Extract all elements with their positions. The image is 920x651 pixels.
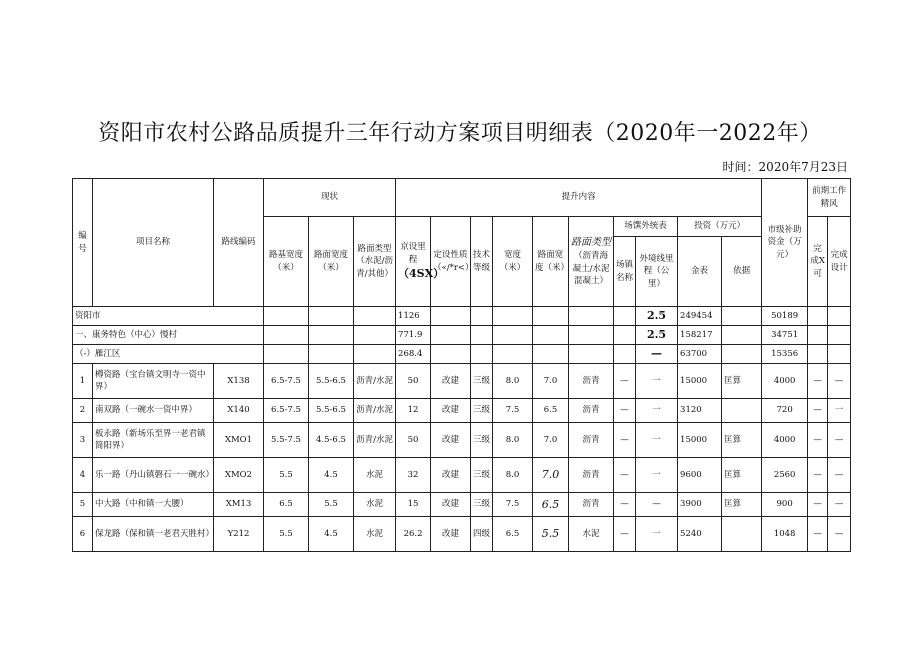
empty-cell bbox=[493, 326, 533, 345]
empty-cell bbox=[309, 326, 354, 345]
row-code: X140 bbox=[214, 399, 264, 423]
empty-cell bbox=[808, 345, 828, 364]
summary-subsidy: 15356 bbox=[762, 345, 808, 364]
summary-outer: — bbox=[636, 345, 678, 364]
row-town: — bbox=[614, 364, 636, 399]
empty-cell bbox=[493, 307, 533, 326]
header-roadbed-width: 路基宽度（米） bbox=[264, 217, 309, 307]
row-pavement: 4.5 bbox=[309, 517, 354, 552]
row-code: XM13 bbox=[214, 493, 264, 517]
data-rows bbox=[73, 364, 851, 552]
row-outer: 一 bbox=[636, 364, 678, 399]
empty-cell bbox=[471, 345, 493, 364]
row-subsidy: 1048 bbox=[762, 517, 808, 552]
summary-subsidy: 50189 bbox=[762, 307, 808, 326]
empty-cell bbox=[828, 326, 851, 345]
row-basis: 匡算 bbox=[722, 364, 762, 399]
row-mileage: 15 bbox=[396, 493, 431, 517]
row-width: 7.5 bbox=[493, 399, 533, 423]
row-newtype: 沥青 bbox=[569, 364, 614, 399]
row-roadbed: 5.5 bbox=[264, 458, 309, 493]
imp-pavement-type-b: （沥青海凝土/水泥混凝土） bbox=[572, 251, 610, 286]
header-code: 路线编码 bbox=[214, 179, 264, 307]
header-basis: 依据 bbox=[722, 237, 762, 307]
row-grade: 三级 bbox=[471, 423, 493, 458]
row-no: 5 bbox=[73, 493, 93, 517]
row-nature: 改建 bbox=[431, 493, 471, 517]
empty-cell bbox=[309, 345, 354, 364]
empty-cell bbox=[431, 326, 471, 345]
row-outer: 一 bbox=[636, 399, 678, 423]
row-newtype: 水泥 bbox=[569, 517, 614, 552]
row-amount: 15000 bbox=[678, 364, 722, 399]
row-name: 乐一路（丹山镇磐石一一碗水） bbox=[93, 458, 214, 493]
empty-cell bbox=[722, 345, 762, 364]
row-code: Y212 bbox=[214, 517, 264, 552]
row-roadbed: 5.5-7.5 bbox=[264, 423, 309, 458]
row-done-design: — bbox=[828, 458, 851, 493]
row-outer: — bbox=[636, 493, 678, 517]
header-done-x: 完成X可 bbox=[808, 217, 828, 307]
row-no: 1 bbox=[73, 364, 93, 399]
empty-cell bbox=[808, 326, 828, 345]
row-name: 樽资路（宝台镇文明寺一资中界） bbox=[93, 364, 214, 399]
summary-label: （-）雁江区 bbox=[73, 345, 264, 364]
row-name: 中大路（中和镇一大腰） bbox=[93, 493, 214, 517]
row-amount: 15000 bbox=[678, 423, 722, 458]
row-mileage: 12 bbox=[396, 399, 431, 423]
row-basis bbox=[722, 399, 762, 423]
row-pw: 6.5 bbox=[533, 493, 569, 517]
header-name: 项目名称 bbox=[93, 179, 214, 307]
empty-cell bbox=[264, 326, 309, 345]
row-grade: 四级 bbox=[471, 517, 493, 552]
row-roadbed: 6.5-7.5 bbox=[264, 399, 309, 423]
summary-label: 资阳市 bbox=[73, 307, 264, 326]
project-table bbox=[72, 178, 851, 552]
summary-mileage: 771.9 bbox=[396, 326, 431, 345]
row-outer: 一 bbox=[636, 458, 678, 493]
row-town: — bbox=[614, 423, 636, 458]
row-done-x: — bbox=[808, 517, 828, 552]
empty-cell bbox=[533, 307, 569, 326]
row-done-design: — bbox=[828, 493, 851, 517]
row-basis bbox=[722, 517, 762, 552]
header-subsidy: 市级补助资金（万元） bbox=[762, 179, 808, 307]
row-done-x: — bbox=[808, 399, 828, 423]
row-done-x: — bbox=[808, 493, 828, 517]
empty-cell bbox=[569, 326, 614, 345]
header-imp-pavement-type bbox=[569, 217, 614, 307]
row-grade: 三级 bbox=[471, 493, 493, 517]
row-done-x: — bbox=[808, 364, 828, 399]
header-imp-pavement-width: 路面宽度（米） bbox=[533, 217, 569, 307]
empty-cell bbox=[722, 307, 762, 326]
page-title: 资阳市农村公路品质提升三年行动方案项目明细表（2020年一2022年） bbox=[98, 121, 822, 146]
empty-cell bbox=[828, 307, 851, 326]
empty-cell bbox=[309, 307, 354, 326]
summary-amount: 63700 bbox=[678, 345, 722, 364]
summary-amount: 158217 bbox=[678, 326, 722, 345]
row-ptype: 水泥 bbox=[354, 458, 396, 493]
date-line: 时间：2020年7月23日 bbox=[722, 160, 848, 174]
empty-cell bbox=[354, 307, 396, 326]
empty-cell bbox=[614, 345, 636, 364]
row-outer: 一 bbox=[636, 517, 678, 552]
row-pw: 7.0 bbox=[533, 458, 569, 493]
header-scenic: 场馔外统表 bbox=[614, 217, 678, 237]
summary-label: 一、康务特色（中心）慢村 bbox=[73, 326, 264, 345]
row-town: — bbox=[614, 458, 636, 493]
table-row bbox=[73, 493, 851, 517]
row-code: X138 bbox=[214, 364, 264, 399]
row-width: 8.0 bbox=[493, 458, 533, 493]
header-no: 编号 bbox=[73, 179, 93, 307]
row-width: 8.0 bbox=[493, 423, 533, 458]
row-roadbed: 6.5 bbox=[264, 493, 309, 517]
row-amount: 3900 bbox=[678, 493, 722, 517]
row-newtype: 沥青 bbox=[569, 423, 614, 458]
row-code: XMO1 bbox=[214, 423, 264, 458]
row-subsidy: 900 bbox=[762, 493, 808, 517]
row-amount: 3120 bbox=[678, 399, 722, 423]
row-basis: 匡算 bbox=[722, 458, 762, 493]
row-subsidy: 4000 bbox=[762, 423, 808, 458]
empty-cell bbox=[614, 307, 636, 326]
header-prework: 前期工作精风 bbox=[808, 179, 851, 217]
row-mileage: 50 bbox=[396, 423, 431, 458]
row-roadbed: 5.5 bbox=[264, 517, 309, 552]
row-no: 4 bbox=[73, 458, 93, 493]
empty-cell bbox=[471, 307, 493, 326]
empty-cell bbox=[569, 307, 614, 326]
row-nature: 改建 bbox=[431, 423, 471, 458]
row-width: 6.5 bbox=[493, 517, 533, 552]
row-nature: 改建 bbox=[431, 399, 471, 423]
row-ptype: 沥青/水泥 bbox=[354, 364, 396, 399]
empty-cell bbox=[533, 326, 569, 345]
row-pw: 6.5 bbox=[533, 399, 569, 423]
header-current: 现状 bbox=[264, 179, 396, 217]
table-row bbox=[73, 458, 851, 493]
header-town-name: 场镇名称 bbox=[614, 237, 636, 307]
row-done-design: — bbox=[828, 517, 851, 552]
row-no: 6 bbox=[73, 517, 93, 552]
row-done-design: 一 bbox=[828, 399, 851, 423]
row-town: — bbox=[614, 493, 636, 517]
row-no: 2 bbox=[73, 399, 93, 423]
row-done-x: — bbox=[808, 458, 828, 493]
row-pavement: 4.5-6.5 bbox=[309, 423, 354, 458]
empty-cell bbox=[569, 345, 614, 364]
row-done-design: — bbox=[828, 364, 851, 399]
row-ptype: 沥青/水泥 bbox=[354, 399, 396, 423]
row-nature: 改建 bbox=[431, 458, 471, 493]
summary-rows bbox=[73, 307, 851, 364]
summary-outer: 2.5 bbox=[636, 326, 678, 345]
row-nature: 改建 bbox=[431, 364, 471, 399]
summary-row bbox=[73, 326, 851, 345]
empty-cell bbox=[471, 326, 493, 345]
row-grade: 三级 bbox=[471, 458, 493, 493]
row-name: 保龙路（保和镇一老君天胜村） bbox=[93, 517, 214, 552]
row-town: — bbox=[614, 399, 636, 423]
summary-subsidy: 34751 bbox=[762, 326, 808, 345]
row-width: 7.5 bbox=[493, 493, 533, 517]
row-basis: 匡算 bbox=[722, 423, 762, 458]
empty-cell bbox=[614, 326, 636, 345]
header-build-nature: 定设性质（«/*r<） bbox=[431, 217, 471, 307]
row-subsidy: 4000 bbox=[762, 364, 808, 399]
header-invest: 投资（万元） bbox=[678, 217, 762, 237]
empty-cell bbox=[264, 307, 309, 326]
row-ptype: 水泥 bbox=[354, 493, 396, 517]
row-pw: 7.0 bbox=[533, 364, 569, 399]
row-pavement: 4.5 bbox=[309, 458, 354, 493]
row-name: 板永路（新场乐至界一老君镇简阳界） bbox=[93, 423, 214, 458]
row-newtype: 沥青 bbox=[569, 399, 614, 423]
row-basis: 匡算 bbox=[722, 493, 762, 517]
row-pw: 5.5 bbox=[533, 517, 569, 552]
empty-cell bbox=[264, 345, 309, 364]
header-amount: 金表 bbox=[678, 237, 722, 307]
table-row bbox=[73, 517, 851, 552]
row-nature: 改建 bbox=[431, 517, 471, 552]
header-improve: 提升内容 bbox=[396, 179, 762, 217]
empty-cell bbox=[354, 326, 396, 345]
row-pavement: 5.5-6.5 bbox=[309, 399, 354, 423]
header-tech-grade: 技术等级 bbox=[471, 217, 493, 307]
empty-cell bbox=[493, 345, 533, 364]
row-done-x: — bbox=[808, 423, 828, 458]
summary-outer: 2.5 bbox=[636, 307, 678, 326]
empty-cell bbox=[722, 326, 762, 345]
header-done-design: 完成设计 bbox=[828, 217, 851, 307]
row-newtype: 沥青 bbox=[569, 493, 614, 517]
row-mileage: 26.2 bbox=[396, 517, 431, 552]
row-subsidy: 720 bbox=[762, 399, 808, 423]
empty-cell bbox=[431, 307, 471, 326]
summary-mileage: 268.4 bbox=[396, 345, 431, 364]
header-pavement-type: 路面类型（水泥/沥青/其他） bbox=[354, 217, 396, 307]
row-mileage: 50 bbox=[396, 364, 431, 399]
row-mileage: 32 bbox=[396, 458, 431, 493]
row-ptype: 水泥 bbox=[354, 517, 396, 552]
empty-cell bbox=[354, 345, 396, 364]
empty-cell bbox=[533, 345, 569, 364]
row-ptype: 沥青/水泥 bbox=[354, 423, 396, 458]
row-done-design: — bbox=[828, 423, 851, 458]
row-newtype: 沥青 bbox=[569, 458, 614, 493]
table-row bbox=[73, 364, 851, 399]
table-row bbox=[73, 399, 851, 423]
header-width: 宽度（米） bbox=[493, 217, 533, 307]
header-outer-mileage: 外境线里程（公里） bbox=[636, 237, 678, 307]
row-outer: 一 bbox=[636, 423, 678, 458]
row-town: — bbox=[614, 517, 636, 552]
empty-cell bbox=[828, 345, 851, 364]
build-mileage-label: 京设里程 bbox=[400, 242, 426, 265]
row-code: XMO2 bbox=[214, 458, 264, 493]
table-row bbox=[73, 423, 851, 458]
empty-cell bbox=[808, 307, 828, 326]
row-roadbed: 6.5-7.5 bbox=[264, 364, 309, 399]
row-subsidy: 2560 bbox=[762, 458, 808, 493]
summary-row bbox=[73, 345, 851, 364]
summary-row bbox=[73, 307, 851, 326]
row-amount: 5240 bbox=[678, 517, 722, 552]
summary-mileage: 1126 bbox=[396, 307, 431, 326]
row-amount: 9600 bbox=[678, 458, 722, 493]
row-pavement: 5.5 bbox=[309, 493, 354, 517]
row-pw: 7.0 bbox=[533, 423, 569, 458]
empty-cell bbox=[431, 345, 471, 364]
row-grade: 三级 bbox=[471, 399, 493, 423]
header-pavement-width: 路面宽度（米） bbox=[309, 217, 354, 307]
imp-pavement-type-a: 路面类型 bbox=[571, 236, 612, 248]
table-head bbox=[73, 179, 851, 307]
row-no: 3 bbox=[73, 423, 93, 458]
row-name: 南双路（一碗水一资中界） bbox=[93, 399, 214, 423]
row-grade: 三级 bbox=[471, 364, 493, 399]
header-build-mileage bbox=[396, 217, 445, 307]
row-pavement: 5.5-6.5 bbox=[309, 364, 354, 399]
row-width: 8.0 bbox=[493, 364, 533, 399]
build-mileage-unit: （4SX） bbox=[398, 266, 445, 280]
summary-amount: 249454 bbox=[678, 307, 722, 326]
